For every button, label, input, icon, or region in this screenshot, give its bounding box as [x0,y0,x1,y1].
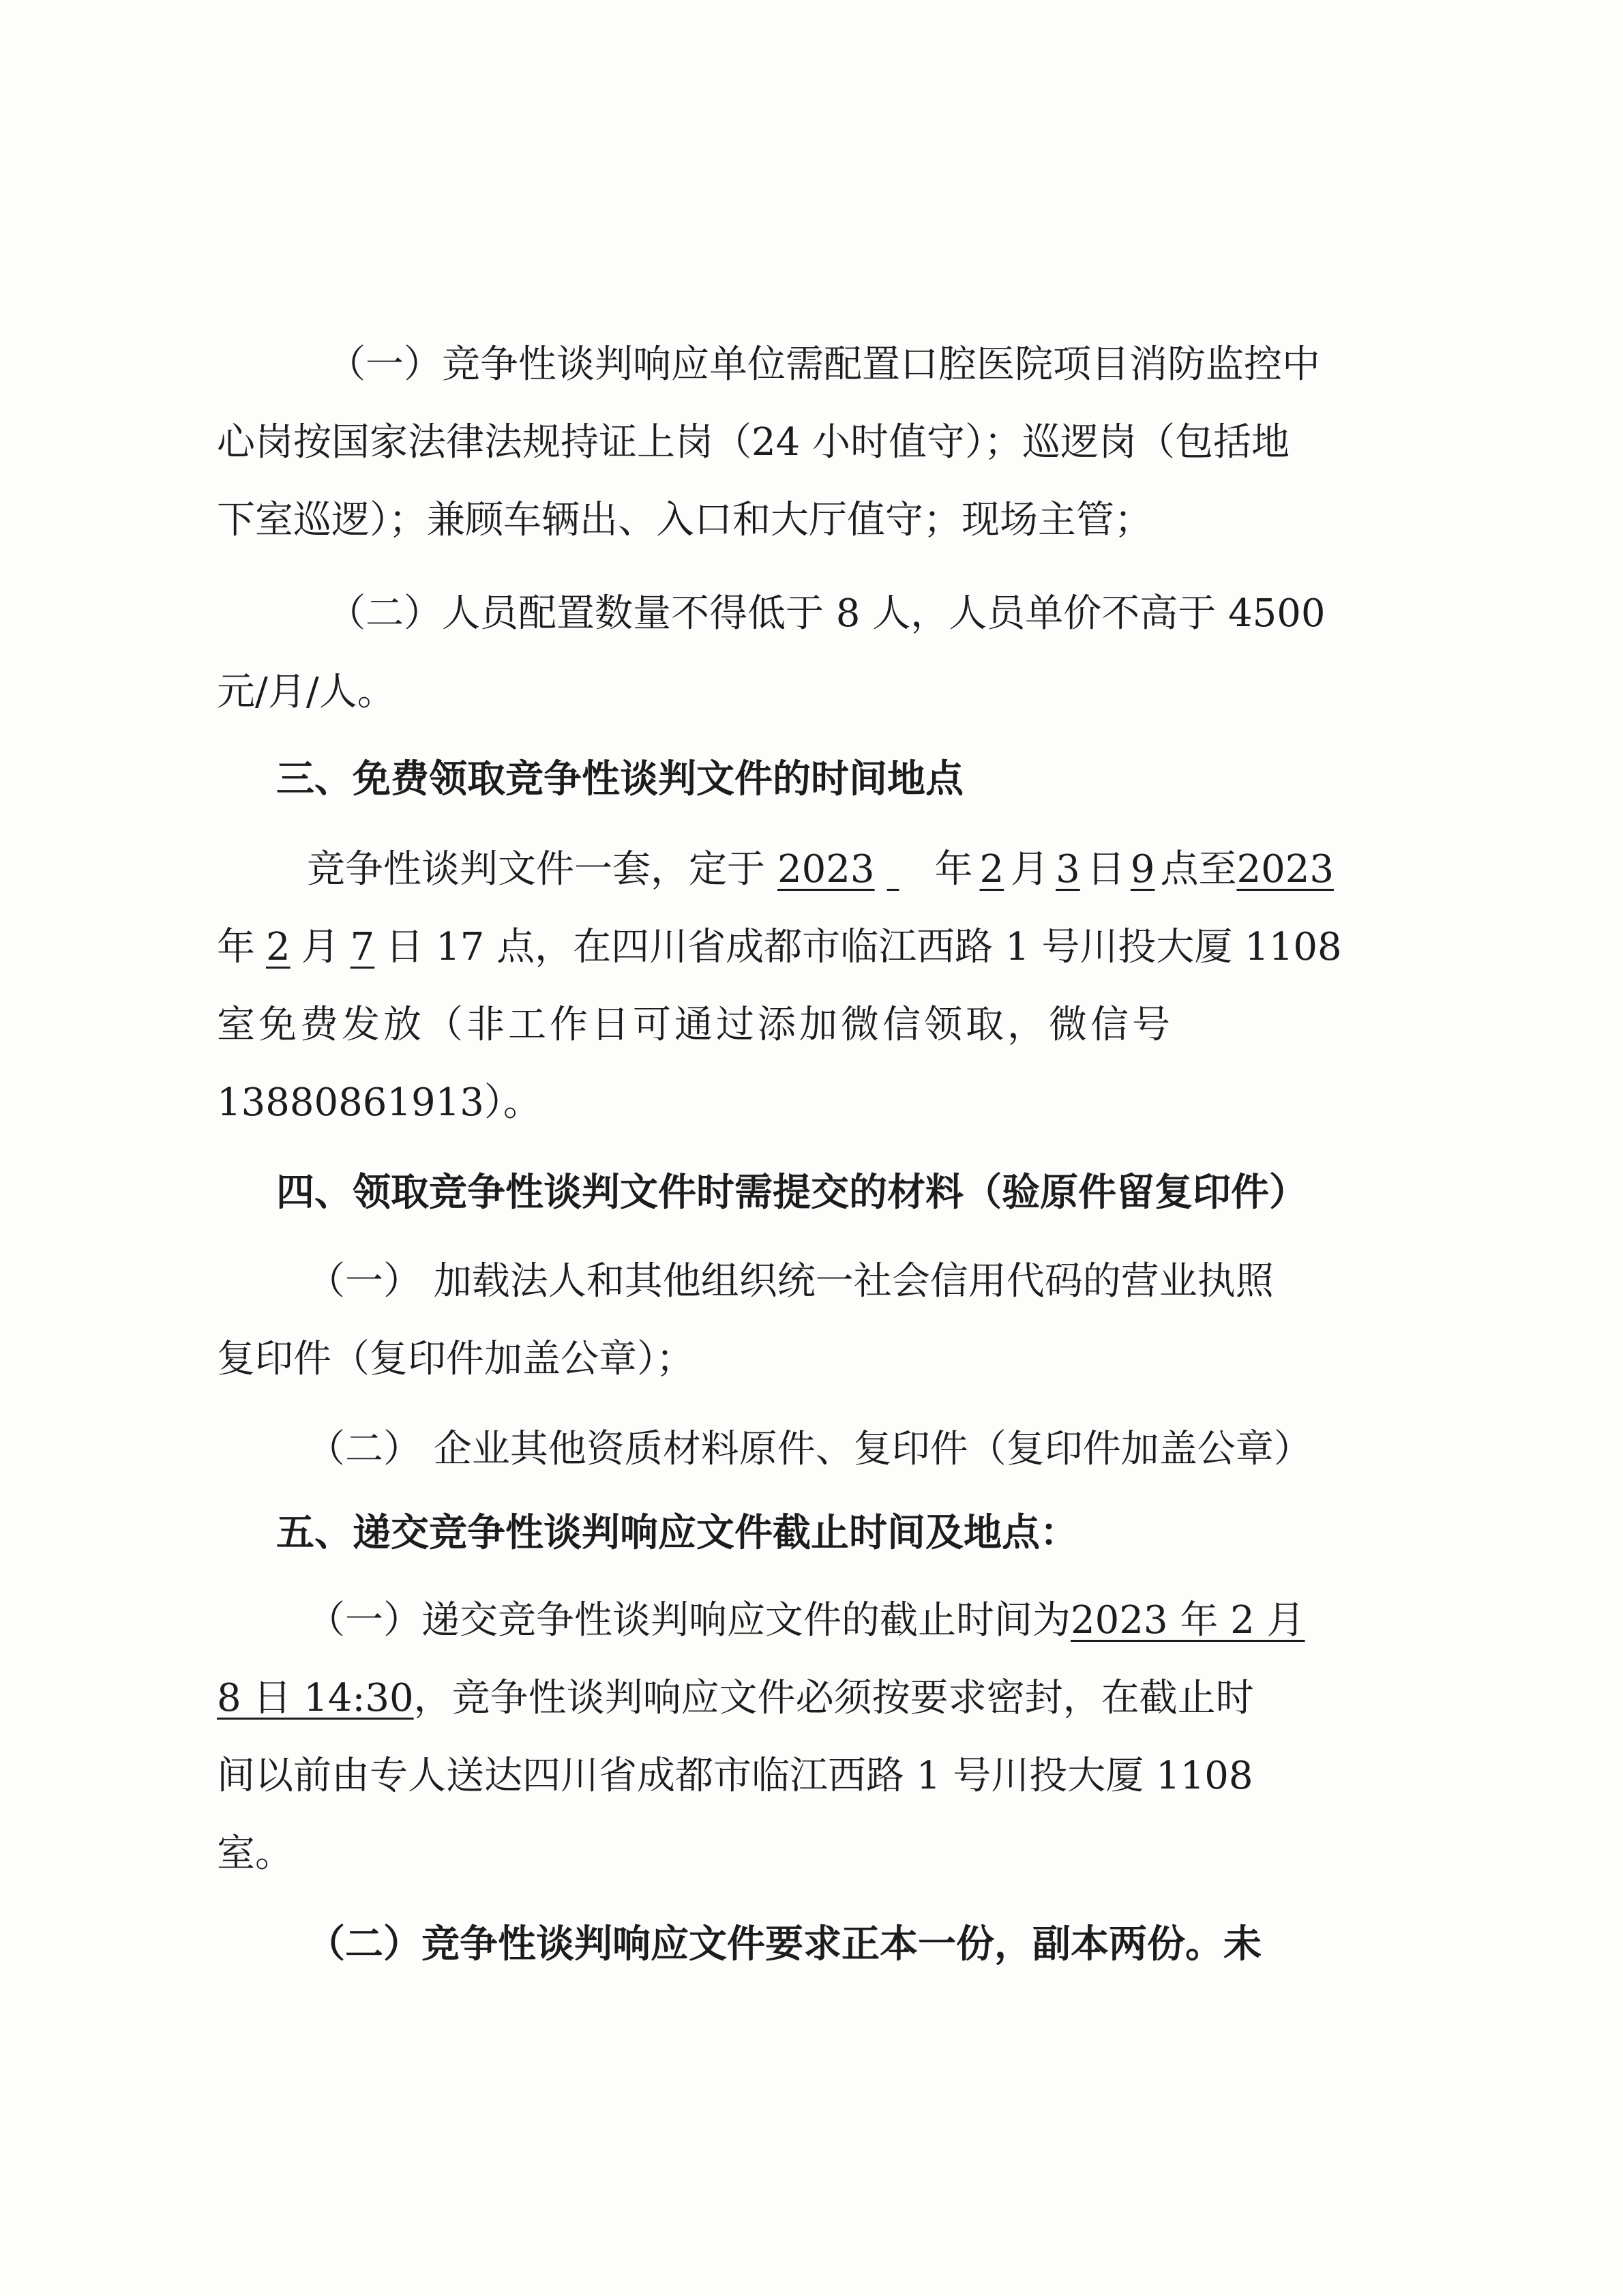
text-run: 日 [1086,847,1125,892]
text-run: （一）递交竞争性谈判响应文件的截止时间为 [307,1598,1071,1643]
underlined-month: 2 [979,847,1004,892]
para-7-line-1: （二）竞争性谈判响应文件要求正本一份，副本两份。未 [307,1922,1262,1967]
text-run: 年 [934,847,973,892]
text-run: 日 17 点，在四川省成都市临江西路 1 号川投大厦 1108 [385,925,1342,969]
underlined-year: 2023 [777,847,875,892]
underlined-deadline-date: 2023 年 2 月 [1071,1598,1305,1643]
section-heading-4: 四、领取竞争性谈判文件时需提交的材料（验原件留复印件） [276,1170,1307,1215]
underlined-day: 3 [1056,847,1080,892]
text-run: 月 [301,925,340,969]
para-5-line-1: （二） 企业其他资质材料原件、复印件（复印件加盖公章） [307,1427,1312,1471]
para-3-line-4: 13880861913）。 [217,1080,541,1125]
para-2-line-1: （二）人员配置数量不得低于 8 人，人员单价不高于 4500 [327,591,1326,636]
para-2-line-2: 元/月/人。 [217,670,396,714]
para-4-line-2: 复印件（复印件加盖公章）； [217,1337,694,1381]
section-heading-3: 三、免费领取竞争性谈判文件的时间地点 [276,756,964,801]
para-3-line-1 [307,842,1334,897]
para-3-line-3: 室免费发放（非工作日可通过添加微信领取，微信号 [217,1003,1174,1047]
underlined-day: 7 [350,925,375,969]
para-6-line-1 [307,1593,1305,1648]
para-3-line-2 [217,920,1342,975]
text-run: 点至 [1160,847,1237,892]
underline-blank [887,842,935,897]
text-run: ，竞争性谈判响应文件必须按要求密封，在截止时 [413,1676,1254,1720]
para-6-line-2 [217,1671,1254,1726]
text-run: 年 [217,925,255,969]
para-6-line-3: 间以前由专人送达四川省成都市临江西路 1 号川投大厦 1108 [217,1754,1253,1798]
text-run: 竞争性谈判文件一套，定于 [307,847,765,892]
underlined-deadline-time: 8 日 14:30 [217,1676,414,1720]
para-1-line-3: 下室巡逻）；兼顾车辆出、入口和大厅值守；现场主管； [217,498,1152,542]
underlined-month: 2 [266,925,291,969]
underlined-hour: 9 [1130,847,1155,892]
para-1-line-1: （一）竞争性谈判响应单位需配置口腔医院项目消防监控中 [327,342,1320,387]
text-run: 月 [1011,847,1049,892]
para-6-line-4: 室。 [217,1831,293,1876]
para-4-line-1: （一） 加载法人和其他组织统一社会信用代码的营业执照 [307,1259,1274,1304]
para-1-line-2: 心岗按国家法律法规持证上岗（24 小时值守）；巡逻岗（包括地 [217,420,1290,465]
underlined-year: 2023 [1236,847,1334,892]
section-heading-5: 五、递交竞争性谈判响应文件截止时间及地点： [276,1510,1078,1555]
